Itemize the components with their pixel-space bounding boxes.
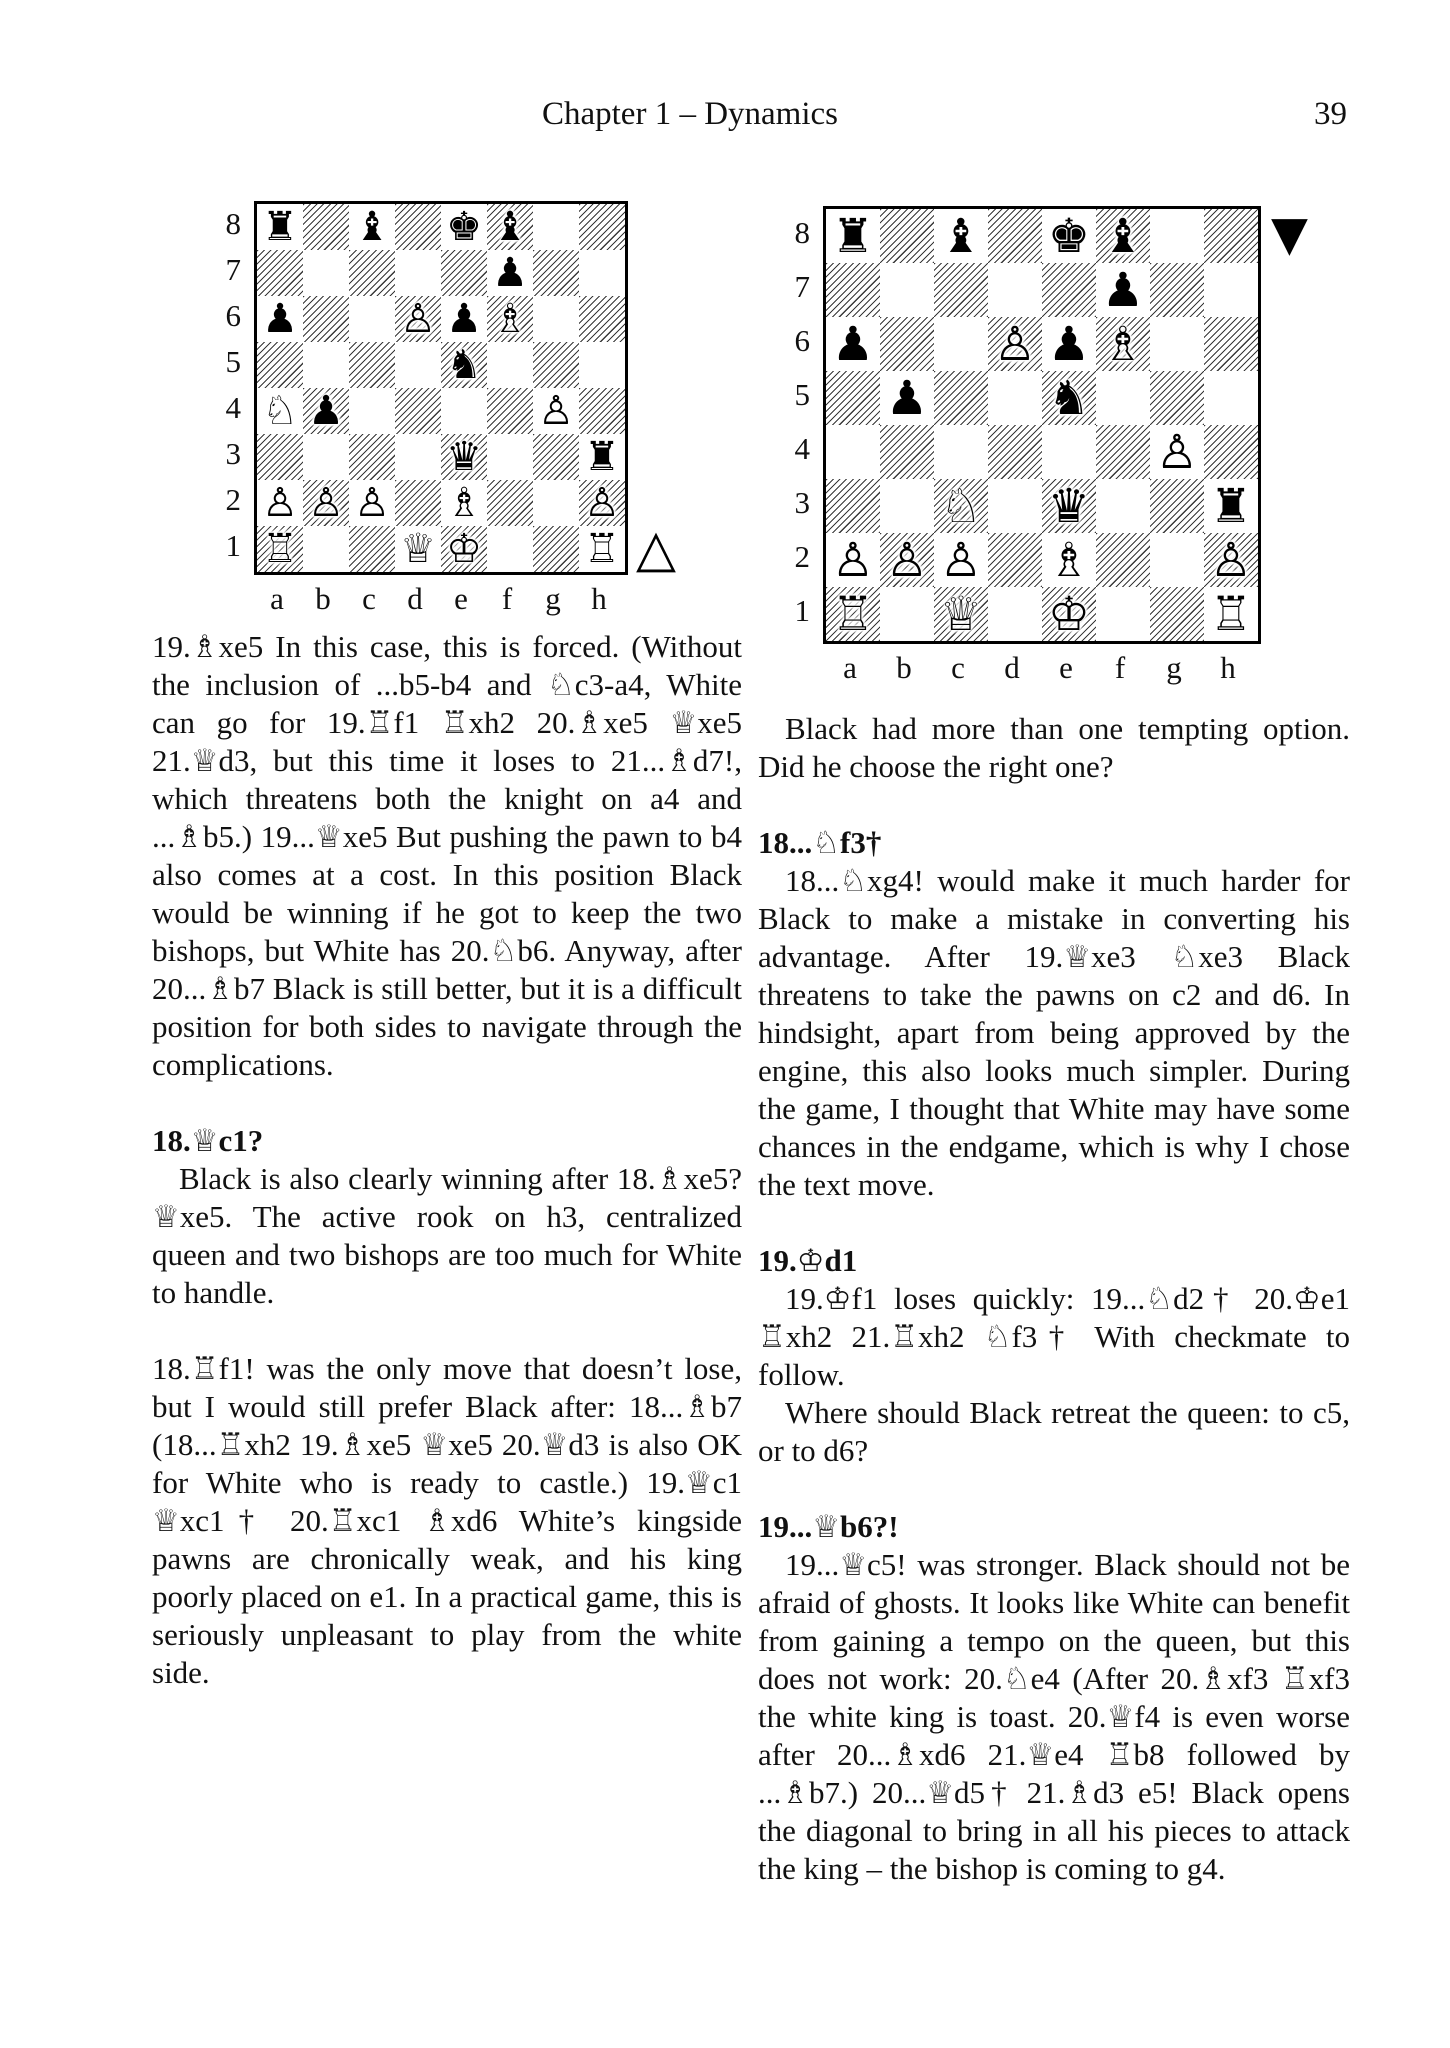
square-a1	[257, 526, 303, 572]
square-g8	[533, 204, 579, 250]
square-d6	[988, 317, 1042, 371]
rank-label-6: 6	[794, 323, 810, 358]
black-queen: ♛	[1047, 478, 1091, 534]
square-g7	[533, 250, 579, 296]
rank-label-4: 4	[225, 390, 241, 425]
square-h3	[579, 434, 625, 480]
rank-label-1: 1	[794, 593, 810, 628]
move-heading: 18.♕c1?	[152, 1123, 264, 1158]
square-e6	[441, 296, 487, 342]
black-bishop: ♝	[492, 204, 528, 250]
file-label-a: a	[843, 650, 857, 685]
square-c5	[934, 371, 988, 425]
white-rook: ♖	[262, 526, 298, 572]
square-f4	[1096, 425, 1150, 479]
black-pawn: ♟	[885, 370, 929, 426]
file-label-b: b	[315, 581, 331, 616]
square-g3	[1150, 479, 1204, 533]
square-b6	[880, 317, 934, 371]
square-d8	[395, 204, 441, 250]
square-e3	[441, 434, 487, 480]
square-h4	[579, 388, 625, 434]
square-a6	[257, 296, 303, 342]
rank-labels	[208, 201, 254, 569]
square-a4	[257, 388, 303, 434]
square-e1	[1042, 587, 1096, 641]
white-bishop: ♗	[492, 296, 528, 342]
white-pawn: ♙	[538, 388, 574, 434]
square-f4	[487, 388, 533, 434]
square-d1	[988, 587, 1042, 641]
square-e4	[441, 388, 487, 434]
rank-label-5: 5	[225, 344, 241, 379]
black-rook: ♜	[584, 434, 620, 480]
square-d5	[395, 342, 441, 388]
square-d7	[988, 263, 1042, 317]
square-f7	[487, 250, 533, 296]
square-a2	[826, 533, 880, 587]
square-c3	[349, 434, 395, 480]
text-paragraph: 19.♗xe5 In this case, this is forced. (Without the inclusion of ...b5-b4 and ♘c3-a4, White can go for 19.♖f1 ♖xh2 20.♗xe5 ♕xe5 21.♕d3, but this time it loses to 21...♗d7!, which threatens both the knight on a4 and ...♗b5.) 19...♕xe5 But pushing the pawn to b4 also comes at a cost. In this position Black would be winning if he got to keep the two bishops, but White has 20.♘b6. Anyway, after 20...♗b7 Black is still better, but it is a difficult position for both sides to navigate through the complications.	[152, 629, 742, 1082]
square-f6	[487, 296, 533, 342]
white-queen: ♕	[400, 526, 436, 572]
square-a7	[826, 263, 880, 317]
square-g2	[533, 480, 579, 526]
chess-board	[823, 206, 1261, 644]
square-b5	[880, 371, 934, 425]
square-f3	[1096, 479, 1150, 533]
white-pawn: ♙	[993, 316, 1037, 372]
square-d3	[988, 479, 1042, 533]
white-knight: ♘	[939, 478, 983, 534]
chess-diagram-right	[777, 206, 1308, 686]
square-e2	[1042, 533, 1096, 587]
square-e8	[441, 204, 487, 250]
square-d2	[395, 480, 441, 526]
square-h1	[1204, 587, 1258, 641]
black-pawn: ♟	[446, 296, 482, 342]
white-pawn: ♙	[1209, 532, 1253, 588]
square-f6	[1096, 317, 1150, 371]
square-b2	[880, 533, 934, 587]
white-king: ♔	[446, 526, 482, 572]
square-b4	[303, 388, 349, 434]
rank-label-6: 6	[225, 298, 241, 333]
move-heading: 19...♕b6?!	[758, 1509, 899, 1544]
square-e3	[1042, 479, 1096, 533]
black-bishop: ♝	[939, 208, 983, 264]
square-a8	[257, 204, 303, 250]
square-b4	[880, 425, 934, 479]
white-pawn: ♙	[831, 532, 875, 588]
file-label-b: b	[896, 650, 912, 685]
square-e4	[1042, 425, 1096, 479]
square-d2	[988, 533, 1042, 587]
square-a5	[257, 342, 303, 388]
white-pawn: ♙	[939, 532, 983, 588]
black-rook: ♜	[1209, 478, 1253, 534]
square-f8	[487, 204, 533, 250]
rank-label-5: 5	[794, 377, 810, 412]
file-label-c: c	[362, 581, 376, 616]
black-pawn: ♟	[1101, 262, 1145, 318]
black-queen: ♛	[446, 434, 482, 480]
white-knight: ♘	[262, 388, 298, 434]
square-h8	[1204, 209, 1258, 263]
white-pawn: ♙	[885, 532, 929, 588]
square-a5	[826, 371, 880, 425]
square-g6	[533, 296, 579, 342]
square-g6	[1150, 317, 1204, 371]
white-rook: ♖	[831, 586, 875, 642]
square-a7	[257, 250, 303, 296]
square-e1	[441, 526, 487, 572]
file-label-g: g	[545, 581, 561, 616]
black-rook: ♜	[262, 204, 298, 250]
file-label-e: e	[1059, 650, 1073, 685]
square-b8	[303, 204, 349, 250]
rank-label-8: 8	[225, 206, 241, 241]
file-label-d: d	[1004, 650, 1020, 685]
square-a4	[826, 425, 880, 479]
square-h5	[1204, 371, 1258, 425]
file-label-e: e	[454, 581, 468, 616]
file-label-a: a	[270, 581, 284, 616]
text-paragraph: 18.♖f1! was the only move that doesn’t lose, but I would still prefer Black after: 18...♗b7 (18...♖xh2 19.♗xe5 ♕xe5 20.♕d3 is also OK for White who is ready to castle.) 19.♕c1 ♕xc1† 20.♖xc1 ♗xd6 White’s kingside pawns are chronically weak, and his king poorly placed on e1. In a practical game, this is seriously unpleasant to play from the white side.	[152, 1351, 742, 1690]
page-number: 39	[1314, 96, 1347, 132]
chess-diagram-left	[208, 201, 676, 617]
square-e8	[1042, 209, 1096, 263]
right-text-column	[758, 710, 1350, 1888]
white-pawn: ♙	[308, 480, 344, 526]
square-b7	[880, 263, 934, 317]
square-b7	[303, 250, 349, 296]
square-a8	[826, 209, 880, 263]
square-f5	[487, 342, 533, 388]
square-e5	[1042, 371, 1096, 425]
square-c7	[934, 263, 988, 317]
black-pawn: ♟	[831, 316, 875, 372]
square-c4	[349, 388, 395, 434]
square-d4	[988, 425, 1042, 479]
square-c8	[934, 209, 988, 263]
white-pawn: ♙	[1155, 424, 1199, 480]
rank-label-2: 2	[794, 539, 810, 574]
black-to-move-indicator: ▼	[1271, 206, 1308, 262]
square-h7	[1204, 263, 1258, 317]
square-d4	[395, 388, 441, 434]
square-d1	[395, 526, 441, 572]
square-g4	[1150, 425, 1204, 479]
square-d5	[988, 371, 1042, 425]
square-d8	[988, 209, 1042, 263]
rank-labels	[777, 206, 823, 638]
white-queen: ♕	[939, 586, 983, 642]
square-d7	[395, 250, 441, 296]
rank-label-4: 4	[794, 431, 810, 466]
file-labels	[823, 644, 1261, 686]
square-h8	[579, 204, 625, 250]
square-h7	[579, 250, 625, 296]
white-to-move-indicator: △	[636, 519, 676, 579]
square-g2	[1150, 533, 1204, 587]
file-label-d: d	[407, 581, 423, 616]
square-g1	[1150, 587, 1204, 641]
white-rook: ♖	[584, 526, 620, 572]
file-labels	[254, 575, 628, 617]
black-bishop: ♝	[354, 204, 390, 250]
square-a1	[826, 587, 880, 641]
square-b2	[303, 480, 349, 526]
square-g8	[1150, 209, 1204, 263]
file-label-h: h	[1220, 650, 1236, 685]
square-b6	[303, 296, 349, 342]
square-c4	[934, 425, 988, 479]
black-king: ♚	[1047, 208, 1091, 264]
file-label-f: f	[1114, 650, 1126, 685]
white-bishop: ♗	[446, 480, 482, 526]
black-pawn: ♟	[308, 388, 344, 434]
square-h1	[579, 526, 625, 572]
square-h2	[1204, 533, 1258, 587]
file-label-h: h	[591, 581, 607, 616]
square-c3	[934, 479, 988, 533]
square-c6	[349, 296, 395, 342]
square-f3	[487, 434, 533, 480]
text-paragraph: Black had more than one tempting option. Did he choose the right one?	[758, 711, 1350, 784]
white-pawn: ♙	[354, 480, 390, 526]
square-c6	[934, 317, 988, 371]
square-f2	[1096, 533, 1150, 587]
square-c1	[934, 587, 988, 641]
square-h4	[1204, 425, 1258, 479]
text-paragraph: Where should Black retreat the queen: to c5, or to d6?	[758, 1395, 1350, 1468]
black-pawn: ♟	[492, 250, 528, 296]
square-a2	[257, 480, 303, 526]
square-f8	[1096, 209, 1150, 263]
square-e6	[1042, 317, 1096, 371]
square-e7	[1042, 263, 1096, 317]
square-f1	[1096, 587, 1150, 641]
square-h2	[579, 480, 625, 526]
black-pawn: ♟	[262, 296, 298, 342]
text-paragraph: 18...♘xg4! would make it much harder for Black to make a mistake in converting his advantage. After 19.♕xe3 ♘xe3 Black threatens to take the pawns on c2 and d6. In hindsight, apart from being approved by the engine, this also looks much simpler. During the game, I thought that White may have some chances in the endgame, which is why I chose the text move.	[758, 863, 1350, 1202]
square-h6	[1204, 317, 1258, 371]
square-a6	[826, 317, 880, 371]
square-f7	[1096, 263, 1150, 317]
square-b3	[880, 479, 934, 533]
text-paragraph: Black is also clearly winning after 18.♗xe5? ♕xe5. The active rook on h3, centralized queen and two bishops are too much for White to handle.	[152, 1161, 742, 1310]
square-c8	[349, 204, 395, 250]
square-d3	[395, 434, 441, 480]
square-h6	[579, 296, 625, 342]
white-pawn: ♙	[262, 480, 298, 526]
file-label-c: c	[951, 650, 965, 685]
square-b1	[880, 587, 934, 641]
square-f1	[487, 526, 533, 572]
square-c1	[349, 526, 395, 572]
move-heading: 18...♘f3†	[758, 825, 882, 860]
white-pawn: ♙	[400, 296, 436, 342]
left-text-column	[152, 628, 742, 1692]
square-b8	[880, 209, 934, 263]
square-a3	[826, 479, 880, 533]
file-label-f: f	[501, 581, 513, 616]
rank-label-1: 1	[225, 528, 241, 563]
black-bishop: ♝	[1101, 208, 1145, 264]
square-h3	[1204, 479, 1258, 533]
square-g3	[533, 434, 579, 480]
rank-label-3: 3	[225, 436, 241, 471]
move-heading: 19.♔d1	[758, 1243, 858, 1278]
rank-label-2: 2	[225, 482, 241, 517]
square-b1	[303, 526, 349, 572]
white-rook: ♖	[1209, 586, 1253, 642]
rank-label-8: 8	[794, 215, 810, 250]
square-g7	[1150, 263, 1204, 317]
file-label-g: g	[1166, 650, 1182, 685]
square-c2	[349, 480, 395, 526]
square-c7	[349, 250, 395, 296]
square-f5	[1096, 371, 1150, 425]
square-g5	[533, 342, 579, 388]
square-g5	[1150, 371, 1204, 425]
square-d6	[395, 296, 441, 342]
square-g4	[533, 388, 579, 434]
square-c2	[934, 533, 988, 587]
black-knight: ♞	[1047, 370, 1091, 426]
text-paragraph: 19.♔f1 loses quickly: 19...♘d2† 20.♔e1 ♖xh2 21.♖xh2 ♘f3† With checkmate to follow.	[758, 1281, 1350, 1392]
white-bishop: ♗	[1101, 316, 1145, 372]
square-a3	[257, 434, 303, 480]
square-b5	[303, 342, 349, 388]
chess-board	[254, 201, 628, 575]
black-king: ♚	[446, 204, 482, 250]
black-pawn: ♟	[1047, 316, 1091, 372]
white-pawn: ♙	[584, 480, 620, 526]
square-e5	[441, 342, 487, 388]
black-knight: ♞	[446, 342, 482, 388]
square-e7	[441, 250, 487, 296]
square-f2	[487, 480, 533, 526]
square-e2	[441, 480, 487, 526]
square-g1	[533, 526, 579, 572]
white-bishop: ♗	[1047, 532, 1091, 588]
white-king: ♔	[1047, 586, 1091, 642]
square-b3	[303, 434, 349, 480]
rank-label-3: 3	[794, 485, 810, 520]
rank-label-7: 7	[225, 252, 241, 287]
chapter-header: Chapter 1 – Dynamics	[541, 96, 839, 132]
black-rook: ♜	[831, 208, 875, 264]
text-paragraph: 19...♕c5! was stronger. Black should not be afraid of ghosts. It looks like White can benefit from gaining a tempo on the queen, but this does not work: 20.♘e4 (After 20.♗xf3 ♖xf3 the white king is toast. 20.♕f4 is even worse after 20...♗xd6 21.♕e4 ♖b8 followed by ...♗b7.) 20...♕d5† 21.♗d3 e5! Black opens the diagonal to bring in all his pieces to attack the king – the bishop is coming to g4.	[758, 1547, 1350, 1886]
square-h5	[579, 342, 625, 388]
rank-label-7: 7	[794, 269, 810, 304]
square-c5	[349, 342, 395, 388]
